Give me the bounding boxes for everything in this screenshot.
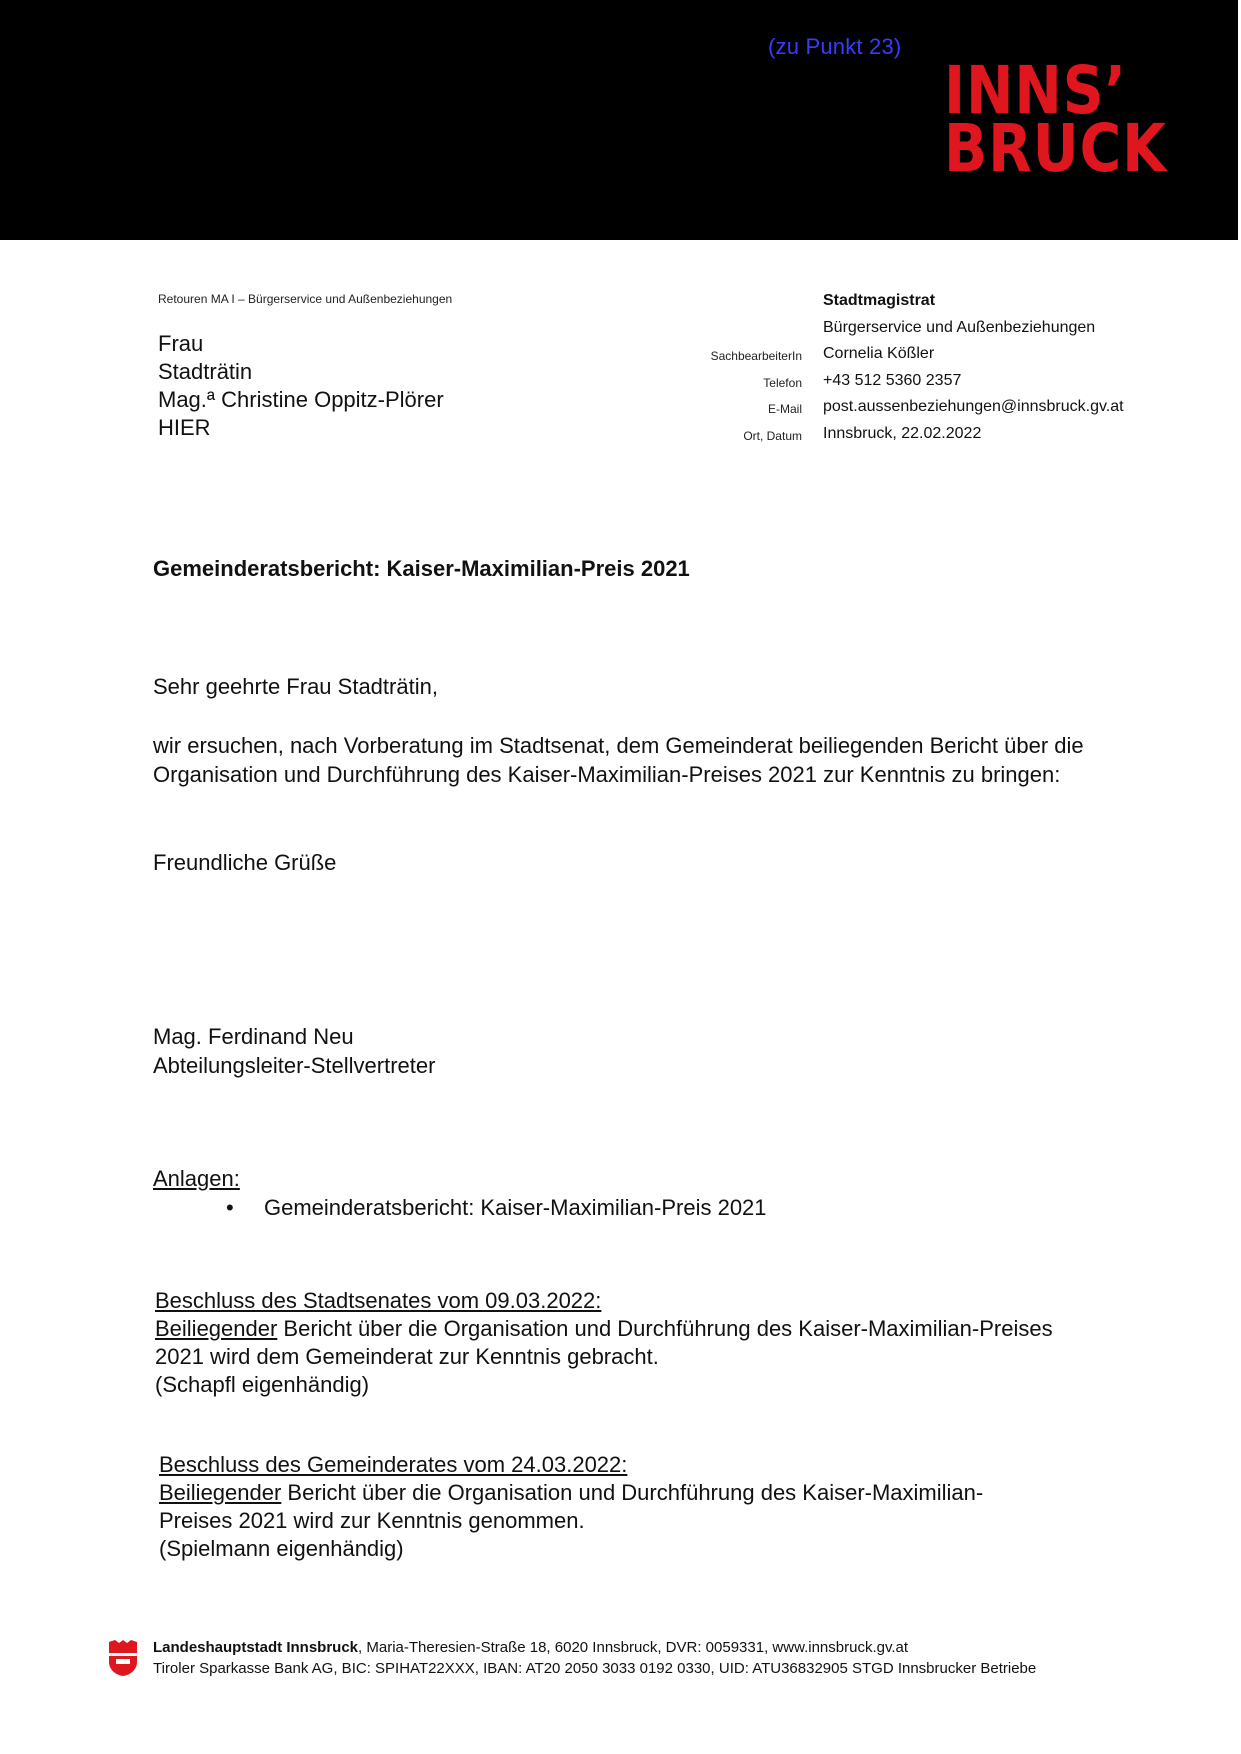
- recipient-line: Stadträtin: [158, 359, 253, 384]
- label-spacer: [640, 290, 802, 317]
- senate-decision: [155, 1287, 1115, 1399]
- phone-label: Telefon: [763, 375, 802, 390]
- sender-organization: Stadtmagistrat: [823, 292, 936, 309]
- recipient-line: HIER: [158, 415, 211, 440]
- header-band: [0, 0, 1238, 240]
- place-date-label: Ort, Datum: [743, 428, 802, 443]
- list-item: [222, 1195, 767, 1221]
- decision-line: 2021 wird dem Gemeinderat zur Kenntnis gebracht.: [155, 1344, 659, 1369]
- request-paragraph: [153, 731, 1153, 789]
- footer-organization: Landeshauptstadt Innsbruck: [153, 1639, 359, 1656]
- attachment-label: Gemeinderatsbericht: Kaiser-Maximilian-Preis 2021: [264, 1195, 767, 1220]
- clerk-label: SachbearbeiterIn: [710, 349, 802, 363]
- decision-underlined-word: Beiliegender: [159, 1480, 282, 1505]
- decision-heading: Beschluss des Gemeinderates vom 24.03.2022:: [159, 1452, 628, 1477]
- return-address: Retouren MA I – Bürgerservice und Außenbeziehungen: [158, 292, 453, 306]
- footer: [153, 1637, 1036, 1679]
- signer-block: [153, 1022, 435, 1080]
- decision-signature-note: (Spielmann eigenhändig): [159, 1536, 404, 1561]
- decision-text: [159, 1479, 1059, 1507]
- decision-signature-note: (Schapfl eigenhändig): [155, 1372, 370, 1397]
- decision-line: Bericht über die Organisation und Durchführung des Kaiser-Maximilian-: [281, 1480, 984, 1505]
- letter-subject: Gemeinderatsbericht: Kaiser-Maximilian-Preis 2021: [153, 556, 690, 581]
- recipient-line: Frau: [158, 331, 204, 356]
- recipient-block: [158, 330, 444, 442]
- signer-title: Abteilungsleiter-Stellvertreter: [153, 1053, 436, 1078]
- recipient-line: Mag.ª Christine Oppitz-Plörer: [158, 387, 444, 412]
- email-value: post.aussenbeziehungen@innsbruck.gv.at: [823, 398, 1124, 415]
- footer-line-1: [153, 1637, 1036, 1658]
- decision-underlined-word: Beiliegender: [155, 1316, 278, 1341]
- request-line: wir ersuchen, nach Vorberatung im Stadtsenat, dem Gemeinderat beiliegenden Bericht über die: [153, 733, 1084, 758]
- signer-name: Mag. Ferdinand Neu: [153, 1024, 354, 1049]
- decision-heading: Beschluss des Stadtsenates vom 09.03.2022:: [155, 1288, 602, 1313]
- decision-text: [155, 1315, 1115, 1343]
- footer-line-2: Tiroler Sparkasse Bank AG, BIC: SPIHAT22XXX, IBAN: AT20 2050 3033 0192 0330, UID: ATU36832905 STGD Innsbrucker Betriebe: [153, 1660, 1037, 1677]
- innsbruck-crest-icon: [108, 1640, 138, 1676]
- email-label: E-Mail: [767, 402, 802, 416]
- decision-line: Preises 2021 wird zur Kenntnis genommen.: [159, 1508, 585, 1533]
- logo-line-2: BRUCK: [944, 110, 1168, 187]
- sender-department: Bürgerservice und Außenbeziehungen: [823, 318, 1096, 336]
- sender-labels: [640, 290, 802, 449]
- salutation: Sehr geehrte Frau Stadträtin,: [153, 674, 438, 699]
- sender-values: [823, 288, 1124, 447]
- request-line: Organisation und Durchführung des Kaiser-Maximilian-Preises 2021 zur Kenntnis zu bringen:: [153, 762, 1061, 787]
- innsbruck-logo: [944, 52, 1184, 187]
- clerk-value: Cornelia Kößler: [823, 345, 935, 362]
- logo-line-1: INNS’: [944, 52, 1127, 129]
- agenda-note: (zu Punkt 23): [768, 34, 902, 59]
- phone-value: +43 512 5360 2357: [823, 371, 962, 389]
- bullet-icon: •: [226, 1195, 234, 1220]
- decision-line: Bericht über die Organisation und Durchführung des Kaiser-Maximilian-Preises: [277, 1316, 1053, 1341]
- council-decision: [159, 1451, 1059, 1563]
- closing: Freundliche Grüße: [153, 850, 337, 875]
- attachments-list: [222, 1195, 767, 1221]
- place-date-value: Innsbruck, 22.02.2022: [823, 424, 982, 442]
- attachments-heading: Anlagen:: [153, 1166, 240, 1191]
- footer-address: , Maria-Theresien-Straße 18, 6020 Innsbruck, DVR: 0059331, www.innsbruck.gv.at: [358, 1639, 909, 1656]
- label-spacer: [640, 317, 802, 344]
